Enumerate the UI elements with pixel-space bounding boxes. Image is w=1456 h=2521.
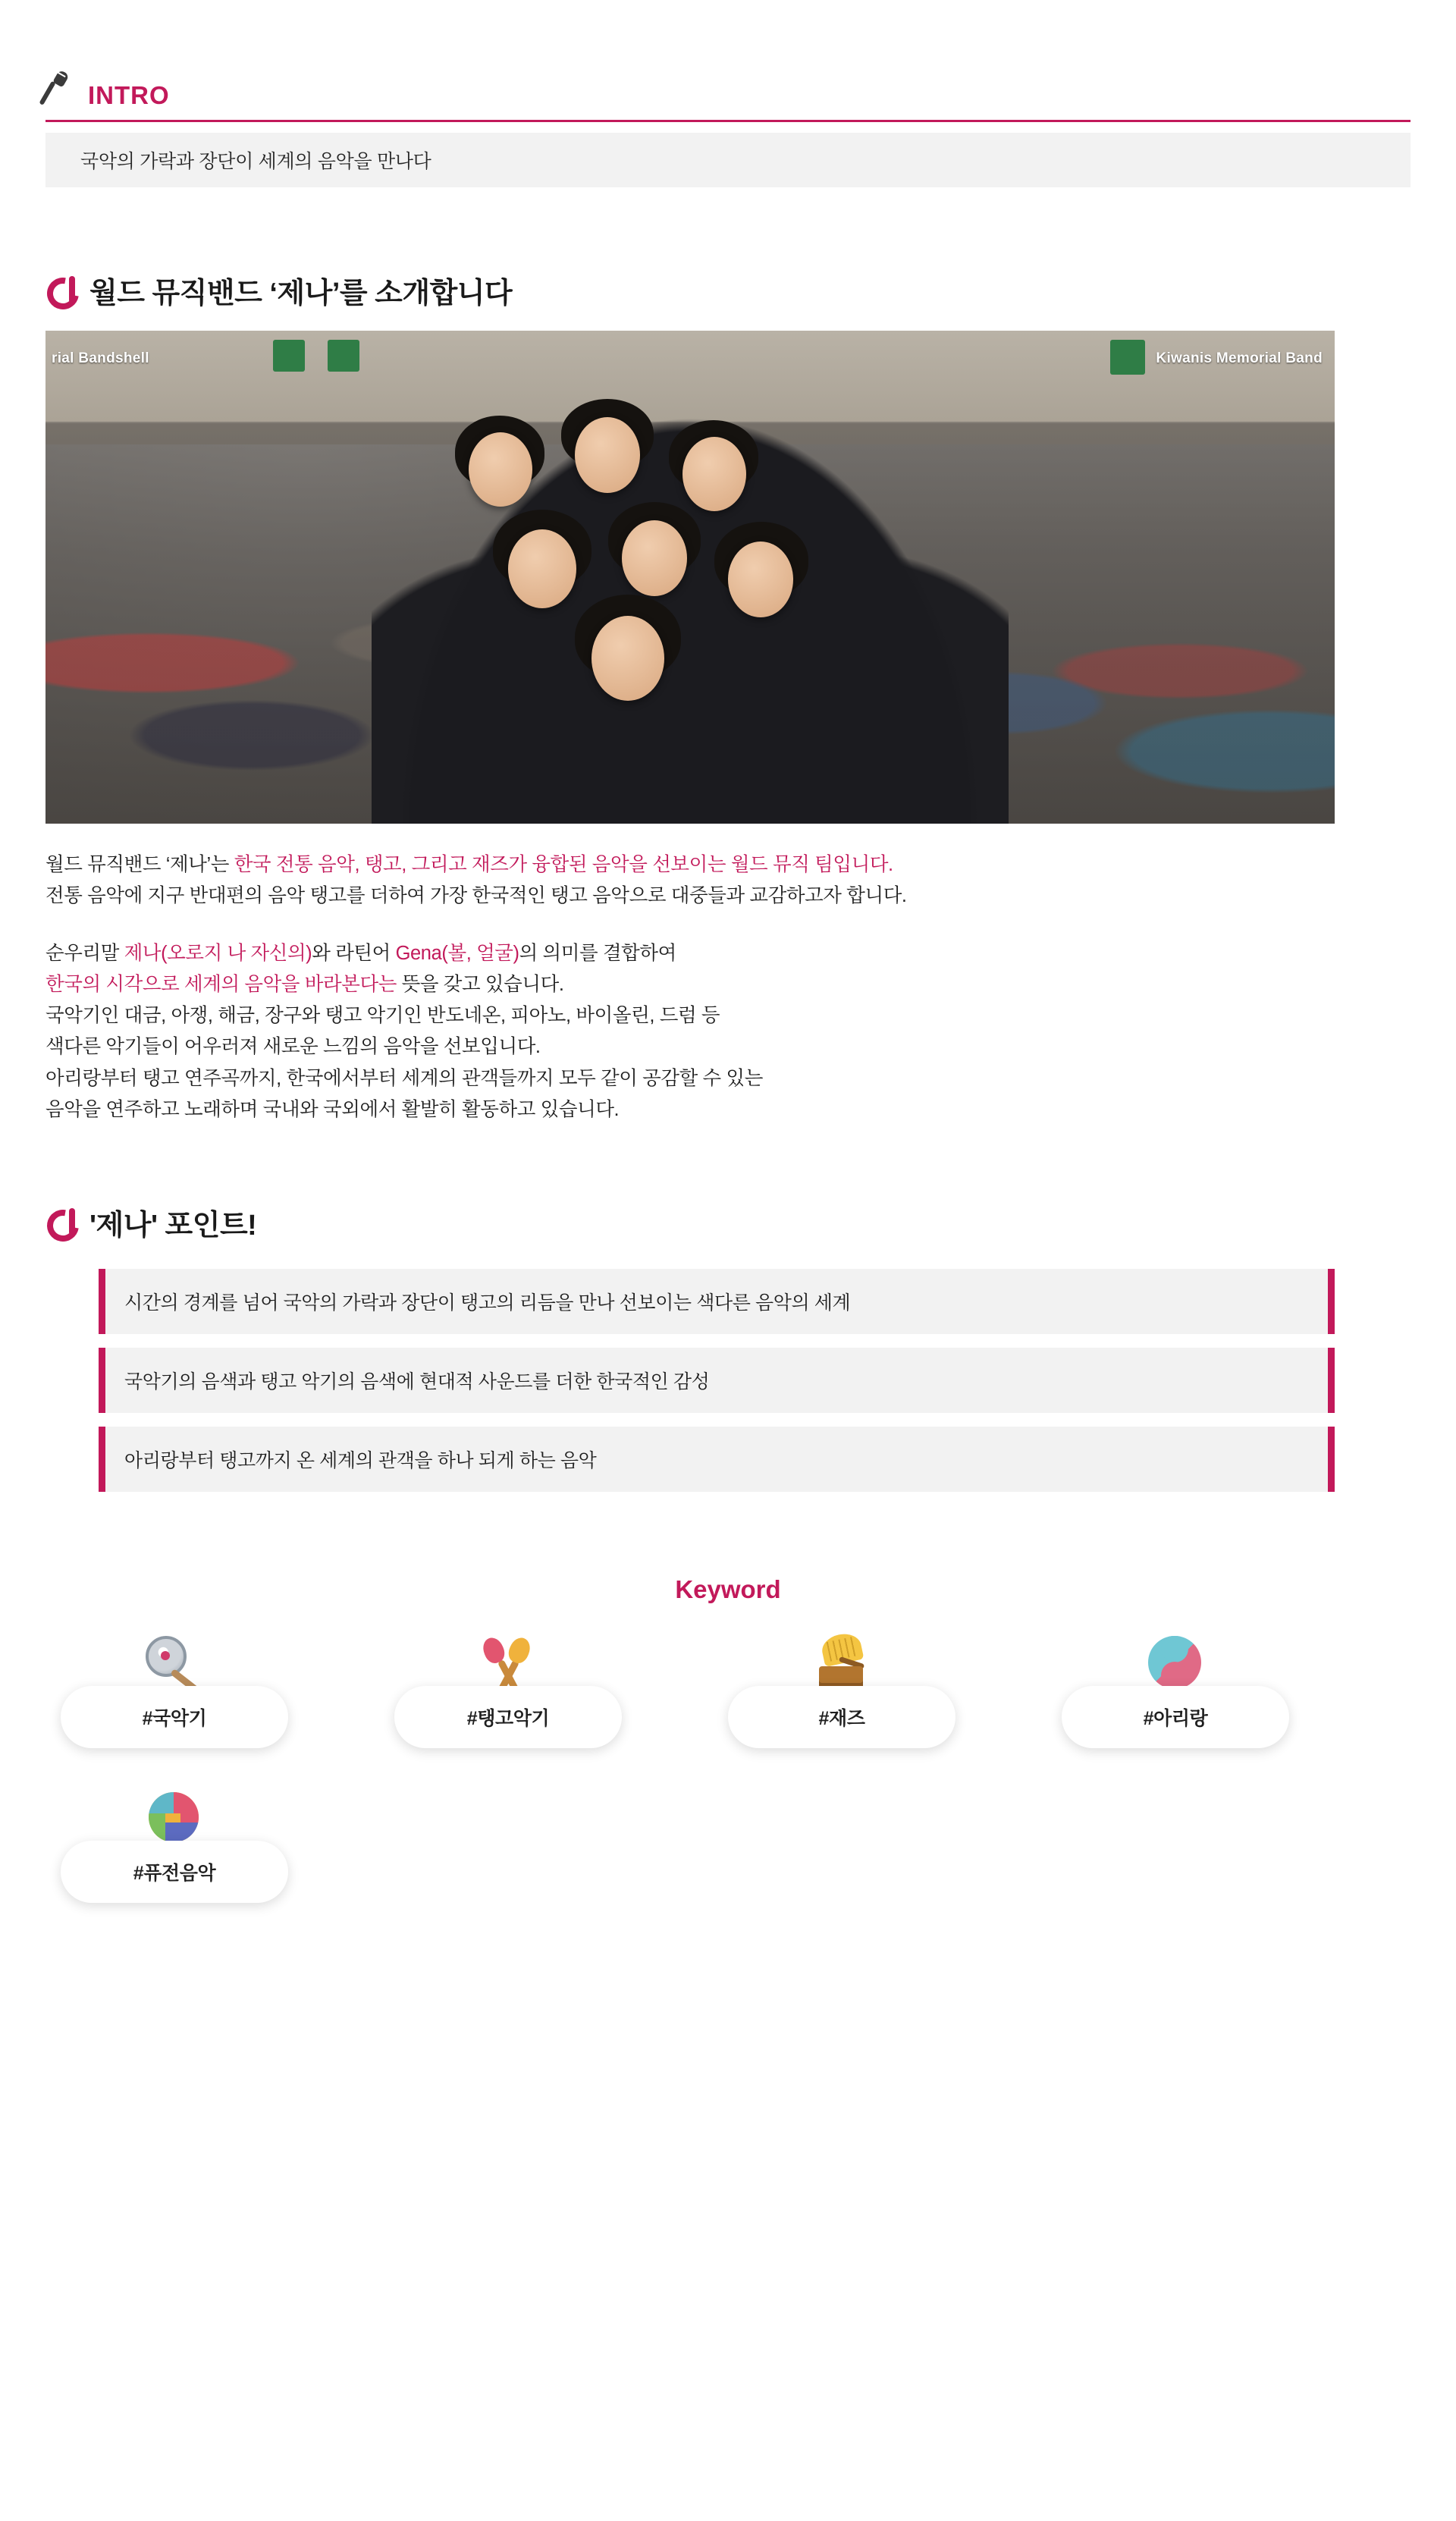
keyword-title: Keyword	[675, 1575, 781, 1604]
band-intro-paragraphs	[46, 849, 1410, 1126]
paragraph-2-line-6: 음악을 연주하고 노래하며 국내와 국외에서 활발히 활동하고 있습니다.	[46, 1099, 620, 1121]
keyword-label: #재즈	[818, 1708, 865, 1730]
paragraph-2-line-4: 색다른 악기들이 어우러져 새로운 느낌의 음악을 선보입니다.	[46, 1036, 541, 1058]
intro-header	[46, 70, 1410, 122]
intro-subtitle: 국악의 가락과 장단이 세계의 음악을 만나다	[80, 151, 431, 172]
points-list	[46, 1269, 1410, 1492]
keyword-pill	[728, 1686, 956, 1748]
gena-logo-icon	[46, 1207, 76, 1239]
paragraph-2-line-1: 순우리말 제나(오로지 나 자신의)와 라틴어 Gena(볼, 얼굴)의 의미를 결합하여	[46, 942, 676, 964]
intro-subtitle-bar	[46, 133, 1410, 187]
point-text: 국악기의 음색과 탱고 악기의 음색에 현대적 사운드를 더한 한국적인 감성	[124, 1371, 710, 1393]
paragraph-2-line-2: 한국의 시각으로 세계의 음악을 바라본다는 뜻을 갖고 있습니다.	[46, 973, 564, 995]
keyword-label: #국악기	[142, 1708, 207, 1730]
section-header-points	[46, 1201, 1410, 1243]
paragraph-2-line-5: 아리랑부터 탱고 연주곡까지, 한국에서부터 세계의 관객들까지 모두 같이 공감할 수 있는	[46, 1067, 763, 1089]
section-title-band-intro: 월드 뮤직밴드 ‘제나’를 소개합니다	[89, 278, 513, 309]
paragraph-1-line-1: 월드 뮤직밴드 ‘제나’는 한국 전통 음악, 탱고, 그리고 재즈가 융합된 음악을 선보이는 월드 뮤직 팀입니다.	[46, 854, 893, 875]
keyword-item-arirang	[1062, 1631, 1289, 1748]
point-text: 아리랑부터 탱고까지 온 세계의 관객을 하나 되게 하는 음악	[124, 1450, 597, 1472]
paragraph-1-line-2: 전통 음악에 지구 반대편의 음악 탱고를 더하여 가장 한국적인 탱고 음악으로 대중들과 교감하고자 합니다.	[46, 885, 907, 907]
keyword-pill	[394, 1686, 622, 1748]
keyword-pill	[61, 1686, 288, 1748]
keyword-item-tangoakgi	[394, 1631, 622, 1748]
band-group-photo	[46, 331, 1335, 824]
keyword-item-gukakgi	[61, 1631, 288, 1748]
keyword-label: #아리랑	[1143, 1708, 1208, 1730]
list-item	[99, 1269, 1335, 1334]
intro-title: INTRO	[88, 81, 170, 109]
photo-sign-left: rial Bandshell	[52, 350, 149, 366]
section-header-band-intro	[46, 269, 1410, 311]
keyword-item-jazz	[728, 1631, 956, 1748]
intro-page	[0, 70, 1456, 2521]
keyword-label: #퓨전음악	[133, 1863, 216, 1885]
keyword-grid	[46, 1631, 1410, 1903]
keyword-pill	[1062, 1686, 1289, 1748]
point-text: 시간의 경계를 넘어 국악의 가락과 장단이 탱고의 리듬을 만나 선보이는 색다른 음악의 세계	[124, 1292, 851, 1314]
list-item	[99, 1427, 1335, 1492]
gena-logo-icon	[46, 275, 76, 306]
keyword-pill	[61, 1841, 288, 1903]
photo-sign-right: Kiwanis Memorial Band	[1156, 350, 1323, 366]
list-item	[99, 1348, 1335, 1413]
keyword-item-fusion	[61, 1786, 288, 1903]
section-title-points: '제나' 포인트!	[89, 1210, 257, 1242]
microphone-icon	[46, 70, 76, 109]
keyword-label: #탱고악기	[466, 1708, 550, 1730]
paragraph-2-line-3: 국악기인 대금, 아쟁, 해금, 장구와 탱고 악기인 반도네온, 피아노, 바이올린, 드럼 등	[46, 1005, 720, 1027]
